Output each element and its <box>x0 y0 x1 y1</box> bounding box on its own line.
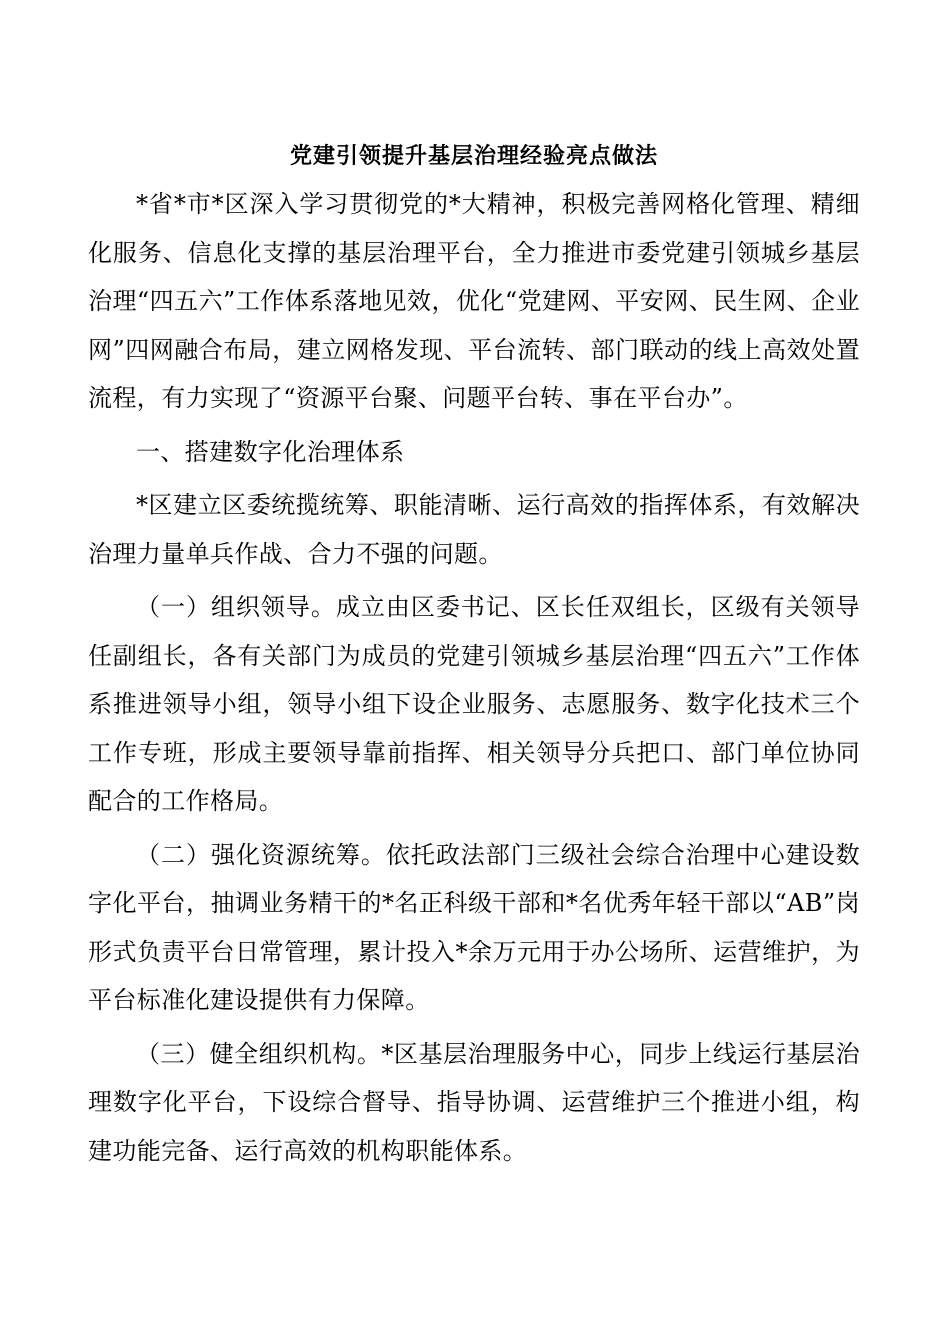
item-paragraph-2: （二）强化资源统筹。依托政法部门三级社会综合治理中心建设数字化平台，抽调业务精干的*名正科级干部和*名优秀年轻干部以“AB”岗形式负责平台日常管理，累计投入*余万元用于办公场所、运营维护，为平台标准化建设提供有力保障。 <box>88 840 860 1014</box>
section-heading: 一、搭建数字化治理体系 <box>136 437 405 466</box>
item-paragraph-3: （三）健全组织机构。*区基层治理服务中心，同步上线运行基层治理数字化平台，下设综合督导、指导协调、运营维护三个推进小组，构建功能完备、运行高效的机构职能体系。 <box>88 1039 860 1165</box>
item-paragraph-1: （一）组织领导。成立由区委书记、区长任双组长，区级有关领导任副组长，各有关部门为成员的党建引领城乡基层治理“四五六”工作体系推进领导小组，领导小组下设企业服务、志愿服务、数字化技术三个工作专班，形成主要领导靠前指挥、相关领导分兵把口、部门单位协同配合的工作格局。 <box>88 593 860 815</box>
section-paragraph: *区建立区委统揽统筹、职能清晰、运行高效的指挥体系，有效解决治理力量单兵作战、合力不强的问题。 <box>88 491 860 568</box>
document-title: 党建引领提升基层治理经验亮点做法 <box>289 143 658 169</box>
document-page <box>88 136 860 1180</box>
intro-paragraph: *省*市*区深入学习贯彻党的*大精神，积极完善网格化管理、精细化服务、信息化支撑的基层治理平台，全力推进市委党建引领城乡基层治理“四五六”工作体系落地见效，优化“党建网、平安网、民生网、企业网”四网融合布局，建立网格发现、平台流转、部门联动的线上高效处置流程，有力实现了“资源平台聚、问题平台转、事在平台办”。 <box>88 190 860 412</box>
